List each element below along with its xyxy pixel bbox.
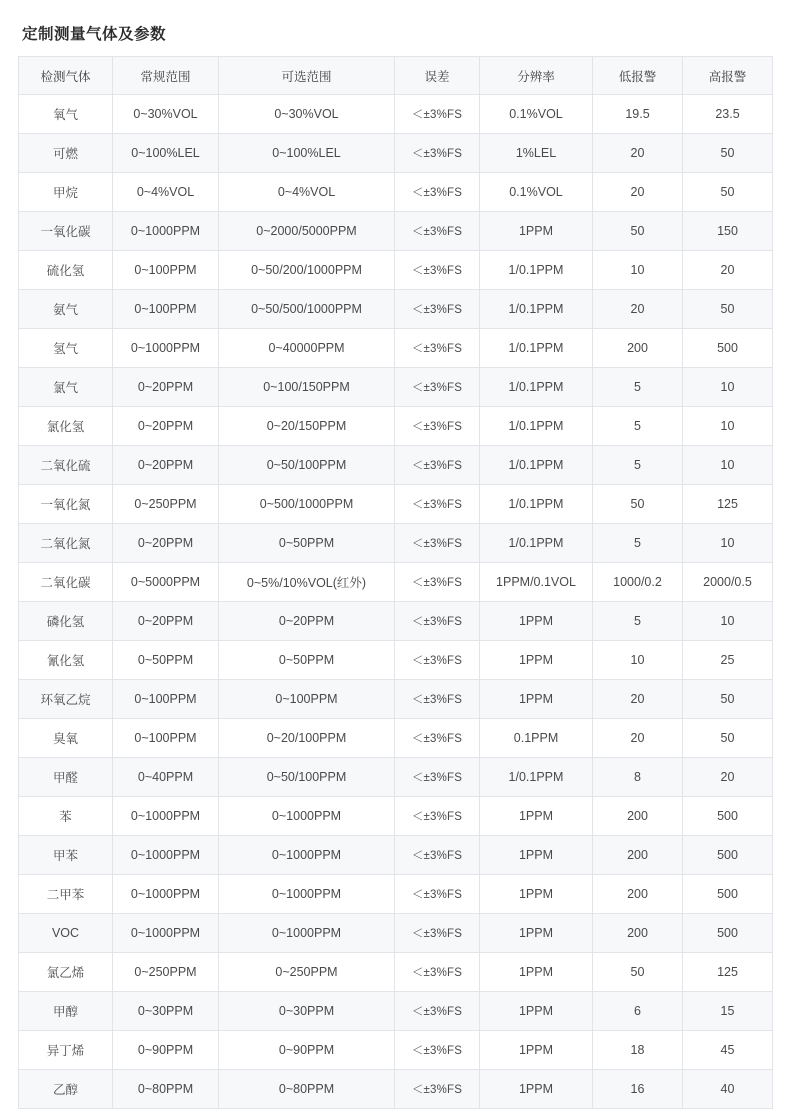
cell-optional-range: 0~40000PPM: [219, 329, 395, 368]
cell-standard-range: 0~20PPM: [113, 368, 219, 407]
cell-low-alarm: 5: [593, 368, 683, 407]
cell-gas-name: 氰化氢: [19, 641, 113, 680]
cell-low-alarm: 5: [593, 446, 683, 485]
cell-high-alarm: 500: [683, 914, 773, 953]
cell-standard-range: 0~90PPM: [113, 1031, 219, 1070]
cell-low-alarm: 8: [593, 758, 683, 797]
cell-gas-name: 苯: [19, 797, 113, 836]
cell-error: ＜±3%FS: [395, 329, 480, 368]
cell-optional-range: 0~1000PPM: [219, 914, 395, 953]
cell-standard-range: 0~1000PPM: [113, 797, 219, 836]
cell-high-alarm: 50: [683, 680, 773, 719]
column-header-gas: 检测气体: [19, 57, 113, 95]
cell-error: ＜±3%FS: [395, 719, 480, 758]
cell-standard-range: 0~1000PPM: [113, 329, 219, 368]
cell-standard-range: 0~5000PPM: [113, 563, 219, 602]
cell-optional-range: 0~20/150PPM: [219, 407, 395, 446]
cell-resolution: 1/0.1PPM: [480, 758, 593, 797]
cell-low-alarm: 10: [593, 641, 683, 680]
cell-low-alarm: 50: [593, 485, 683, 524]
cell-error: ＜±3%FS: [395, 563, 480, 602]
cell-optional-range: 0~50/100PPM: [219, 446, 395, 485]
cell-standard-range: 0~1000PPM: [113, 836, 219, 875]
cell-resolution: 1PPM: [480, 836, 593, 875]
cell-resolution: 1PPM: [480, 953, 593, 992]
table-row: [19, 953, 773, 992]
cell-optional-range: 0~80PPM: [219, 1070, 395, 1109]
cell-resolution: 1/0.1PPM: [480, 446, 593, 485]
cell-resolution: 1PPM: [480, 212, 593, 251]
cell-error: ＜±3%FS: [395, 173, 480, 212]
cell-standard-range: 0~4%VOL: [113, 173, 219, 212]
cell-error: ＜±3%FS: [395, 641, 480, 680]
cell-standard-range: 0~100%LEL: [113, 134, 219, 173]
cell-high-alarm: 50: [683, 719, 773, 758]
cell-error: ＜±3%FS: [395, 836, 480, 875]
column-header-low-alarm: 低报警: [593, 57, 683, 95]
cell-low-alarm: 50: [593, 953, 683, 992]
cell-low-alarm: 20: [593, 290, 683, 329]
table-row: [19, 641, 773, 680]
cell-high-alarm: 10: [683, 602, 773, 641]
table-row: [19, 407, 773, 446]
table-row: [19, 680, 773, 719]
cell-resolution: 0.1%VOL: [480, 173, 593, 212]
cell-standard-range: 0~100PPM: [113, 251, 219, 290]
cell-high-alarm: 150: [683, 212, 773, 251]
table-row: [19, 836, 773, 875]
table-row: [19, 875, 773, 914]
cell-standard-range: 0~100PPM: [113, 290, 219, 329]
table-row: [19, 212, 773, 251]
cell-gas-name: 一氧化氮: [19, 485, 113, 524]
cell-high-alarm: 25: [683, 641, 773, 680]
cell-gas-name: 臭氧: [19, 719, 113, 758]
cell-error: ＜±3%FS: [395, 134, 480, 173]
cell-low-alarm: 200: [593, 836, 683, 875]
cell-low-alarm: 200: [593, 797, 683, 836]
cell-high-alarm: 20: [683, 758, 773, 797]
cell-error: ＜±3%FS: [395, 485, 480, 524]
cell-gas-name: 可燃: [19, 134, 113, 173]
cell-error: ＜±3%FS: [395, 407, 480, 446]
cell-resolution: 1PPM: [480, 992, 593, 1031]
cell-optional-range: 0~1000PPM: [219, 797, 395, 836]
cell-high-alarm: 10: [683, 524, 773, 563]
cell-low-alarm: 16: [593, 1070, 683, 1109]
table-row: [19, 602, 773, 641]
cell-optional-range: 0~1000PPM: [219, 836, 395, 875]
cell-optional-range: 0~4%VOL: [219, 173, 395, 212]
cell-gas-name: 氢气: [19, 329, 113, 368]
cell-optional-range: 0~20/100PPM: [219, 719, 395, 758]
cell-high-alarm: 45: [683, 1031, 773, 1070]
cell-high-alarm: 23.5: [683, 95, 773, 134]
cell-low-alarm: 20: [593, 134, 683, 173]
cell-gas-name: 乙醇: [19, 1070, 113, 1109]
cell-error: ＜±3%FS: [395, 875, 480, 914]
cell-high-alarm: 10: [683, 407, 773, 446]
cell-optional-range: 0~100%LEL: [219, 134, 395, 173]
cell-gas-name: 氯乙烯: [19, 953, 113, 992]
cell-resolution: 1PPM: [480, 1070, 593, 1109]
cell-low-alarm: 5: [593, 407, 683, 446]
cell-gas-name: 氧气: [19, 95, 113, 134]
cell-optional-range: 0~500/1000PPM: [219, 485, 395, 524]
cell-high-alarm: 50: [683, 173, 773, 212]
cell-error: ＜±3%FS: [395, 446, 480, 485]
cell-resolution: 1PPM: [480, 602, 593, 641]
cell-optional-range: 0~100PPM: [219, 680, 395, 719]
cell-gas-name: 氯化氢: [19, 407, 113, 446]
table-row: [19, 95, 773, 134]
cell-high-alarm: 50: [683, 290, 773, 329]
cell-low-alarm: 20: [593, 680, 683, 719]
cell-optional-range: 0~100/150PPM: [219, 368, 395, 407]
cell-optional-range: 0~30%VOL: [219, 95, 395, 134]
cell-resolution: 1/0.1PPM: [480, 368, 593, 407]
cell-resolution: 1PPM: [480, 1031, 593, 1070]
table-row: [19, 563, 773, 602]
cell-resolution: 0.1PPM: [480, 719, 593, 758]
cell-gas-name: 氯气: [19, 368, 113, 407]
gas-parameters-table: [18, 56, 773, 1109]
table-row: [19, 758, 773, 797]
cell-standard-range: 0~80PPM: [113, 1070, 219, 1109]
cell-gas-name: 一氧化碳: [19, 212, 113, 251]
cell-low-alarm: 200: [593, 875, 683, 914]
cell-error: ＜±3%FS: [395, 524, 480, 563]
cell-error: ＜±3%FS: [395, 368, 480, 407]
cell-gas-name: 磷化氢: [19, 602, 113, 641]
cell-optional-range: 0~90PPM: [219, 1031, 395, 1070]
cell-optional-range: 0~5%/10%VOL(红外): [219, 563, 395, 602]
cell-resolution: 1PPM/0.1VOL: [480, 563, 593, 602]
cell-low-alarm: 20: [593, 173, 683, 212]
cell-optional-range: 0~50/500/1000PPM: [219, 290, 395, 329]
cell-error: ＜±3%FS: [395, 212, 480, 251]
cell-low-alarm: 6: [593, 992, 683, 1031]
table-row: [19, 992, 773, 1031]
cell-standard-range: 0~1000PPM: [113, 914, 219, 953]
cell-high-alarm: 125: [683, 485, 773, 524]
table-row: [19, 914, 773, 953]
cell-gas-name: VOC: [19, 914, 113, 953]
cell-gas-name: 甲醇: [19, 992, 113, 1031]
cell-gas-name: 硫化氢: [19, 251, 113, 290]
table-row: [19, 485, 773, 524]
table-row: [19, 1031, 773, 1070]
cell-gas-name: 甲烷: [19, 173, 113, 212]
cell-high-alarm: 15: [683, 992, 773, 1031]
cell-optional-range: 0~50PPM: [219, 524, 395, 563]
cell-optional-range: 0~2000/5000PPM: [219, 212, 395, 251]
cell-high-alarm: 500: [683, 329, 773, 368]
cell-resolution: 1PPM: [480, 797, 593, 836]
cell-low-alarm: 1000/0.2: [593, 563, 683, 602]
column-header-standard-range: 常规范围: [113, 57, 219, 95]
cell-standard-range: 0~100PPM: [113, 719, 219, 758]
cell-standard-range: 0~250PPM: [113, 485, 219, 524]
table-row: [19, 251, 773, 290]
cell-error: ＜±3%FS: [395, 992, 480, 1031]
cell-standard-range: 0~30%VOL: [113, 95, 219, 134]
cell-standard-range: 0~20PPM: [113, 446, 219, 485]
cell-resolution: 1PPM: [480, 641, 593, 680]
page-title: 定制测量气体及参数: [22, 26, 167, 43]
cell-optional-range: 0~250PPM: [219, 953, 395, 992]
cell-error: ＜±3%FS: [395, 680, 480, 719]
cell-error: ＜±3%FS: [395, 914, 480, 953]
column-header-high-alarm: 高报警: [683, 57, 773, 95]
table-row: [19, 719, 773, 758]
table-header: [19, 57, 773, 95]
cell-resolution: 1/0.1PPM: [480, 290, 593, 329]
table-row: [19, 797, 773, 836]
table-row: [19, 1070, 773, 1109]
cell-optional-range: 0~20PPM: [219, 602, 395, 641]
cell-high-alarm: 40: [683, 1070, 773, 1109]
cell-low-alarm: 200: [593, 329, 683, 368]
cell-error: ＜±3%FS: [395, 797, 480, 836]
cell-high-alarm: 10: [683, 446, 773, 485]
cell-resolution: 1/0.1PPM: [480, 407, 593, 446]
table-row: [19, 368, 773, 407]
column-header-optional-range: 可选范围: [219, 57, 395, 95]
cell-error: ＜±3%FS: [395, 602, 480, 641]
cell-standard-range: 0~20PPM: [113, 407, 219, 446]
table-row: [19, 524, 773, 563]
cell-optional-range: 0~50/100PPM: [219, 758, 395, 797]
cell-high-alarm: 20: [683, 251, 773, 290]
cell-high-alarm: 2000/0.5: [683, 563, 773, 602]
cell-resolution: 0.1%VOL: [480, 95, 593, 134]
cell-standard-range: 0~250PPM: [113, 953, 219, 992]
cell-standard-range: 0~40PPM: [113, 758, 219, 797]
cell-low-alarm: 50: [593, 212, 683, 251]
cell-standard-range: 0~50PPM: [113, 641, 219, 680]
cell-low-alarm: 19.5: [593, 95, 683, 134]
cell-gas-name: 氨气: [19, 290, 113, 329]
cell-low-alarm: 5: [593, 602, 683, 641]
cell-optional-range: 0~1000PPM: [219, 875, 395, 914]
cell-resolution: 1PPM: [480, 680, 593, 719]
cell-error: ＜±3%FS: [395, 758, 480, 797]
cell-standard-range: 0~1000PPM: [113, 875, 219, 914]
cell-optional-range: 0~50/200/1000PPM: [219, 251, 395, 290]
cell-optional-range: 0~30PPM: [219, 992, 395, 1031]
cell-resolution: 1%LEL: [480, 134, 593, 173]
cell-standard-range: 0~20PPM: [113, 602, 219, 641]
cell-standard-range: 0~100PPM: [113, 680, 219, 719]
cell-gas-name: 二甲苯: [19, 875, 113, 914]
cell-resolution: 1/0.1PPM: [480, 485, 593, 524]
cell-gas-name: 二氧化硫: [19, 446, 113, 485]
cell-high-alarm: 500: [683, 797, 773, 836]
cell-error: ＜±3%FS: [395, 1070, 480, 1109]
cell-high-alarm: 50: [683, 134, 773, 173]
cell-standard-range: 0~20PPM: [113, 524, 219, 563]
table-row: [19, 173, 773, 212]
cell-high-alarm: 500: [683, 836, 773, 875]
cell-gas-name: 二氧化碳: [19, 563, 113, 602]
cell-low-alarm: 20: [593, 719, 683, 758]
table-row: [19, 446, 773, 485]
column-header-resolution: 分辨率: [480, 57, 593, 95]
cell-high-alarm: 10: [683, 368, 773, 407]
table-row: [19, 329, 773, 368]
table-header-row: [19, 57, 773, 95]
cell-optional-range: 0~50PPM: [219, 641, 395, 680]
cell-gas-name: 异丁烯: [19, 1031, 113, 1070]
cell-gas-name: 甲苯: [19, 836, 113, 875]
cell-resolution: 1PPM: [480, 875, 593, 914]
cell-error: ＜±3%FS: [395, 953, 480, 992]
cell-low-alarm: 5: [593, 524, 683, 563]
cell-standard-range: 0~1000PPM: [113, 212, 219, 251]
cell-gas-name: 二氧化氮: [19, 524, 113, 563]
cell-high-alarm: 125: [683, 953, 773, 992]
cell-low-alarm: 10: [593, 251, 683, 290]
cell-low-alarm: 18: [593, 1031, 683, 1070]
cell-error: ＜±3%FS: [395, 290, 480, 329]
table-row: [19, 134, 773, 173]
cell-error: ＜±3%FS: [395, 251, 480, 290]
cell-high-alarm: 500: [683, 875, 773, 914]
table-body: [19, 95, 773, 1109]
cell-standard-range: 0~30PPM: [113, 992, 219, 1031]
cell-resolution: 1/0.1PPM: [480, 329, 593, 368]
column-header-error: 误差: [395, 57, 480, 95]
cell-low-alarm: 200: [593, 914, 683, 953]
cell-error: ＜±3%FS: [395, 95, 480, 134]
cell-error: ＜±3%FS: [395, 1031, 480, 1070]
cell-gas-name: 甲醛: [19, 758, 113, 797]
cell-gas-name: 环氧乙烷: [19, 680, 113, 719]
cell-resolution: 1/0.1PPM: [480, 524, 593, 563]
cell-resolution: 1PPM: [480, 914, 593, 953]
cell-resolution: 1/0.1PPM: [480, 251, 593, 290]
table-row: [19, 290, 773, 329]
